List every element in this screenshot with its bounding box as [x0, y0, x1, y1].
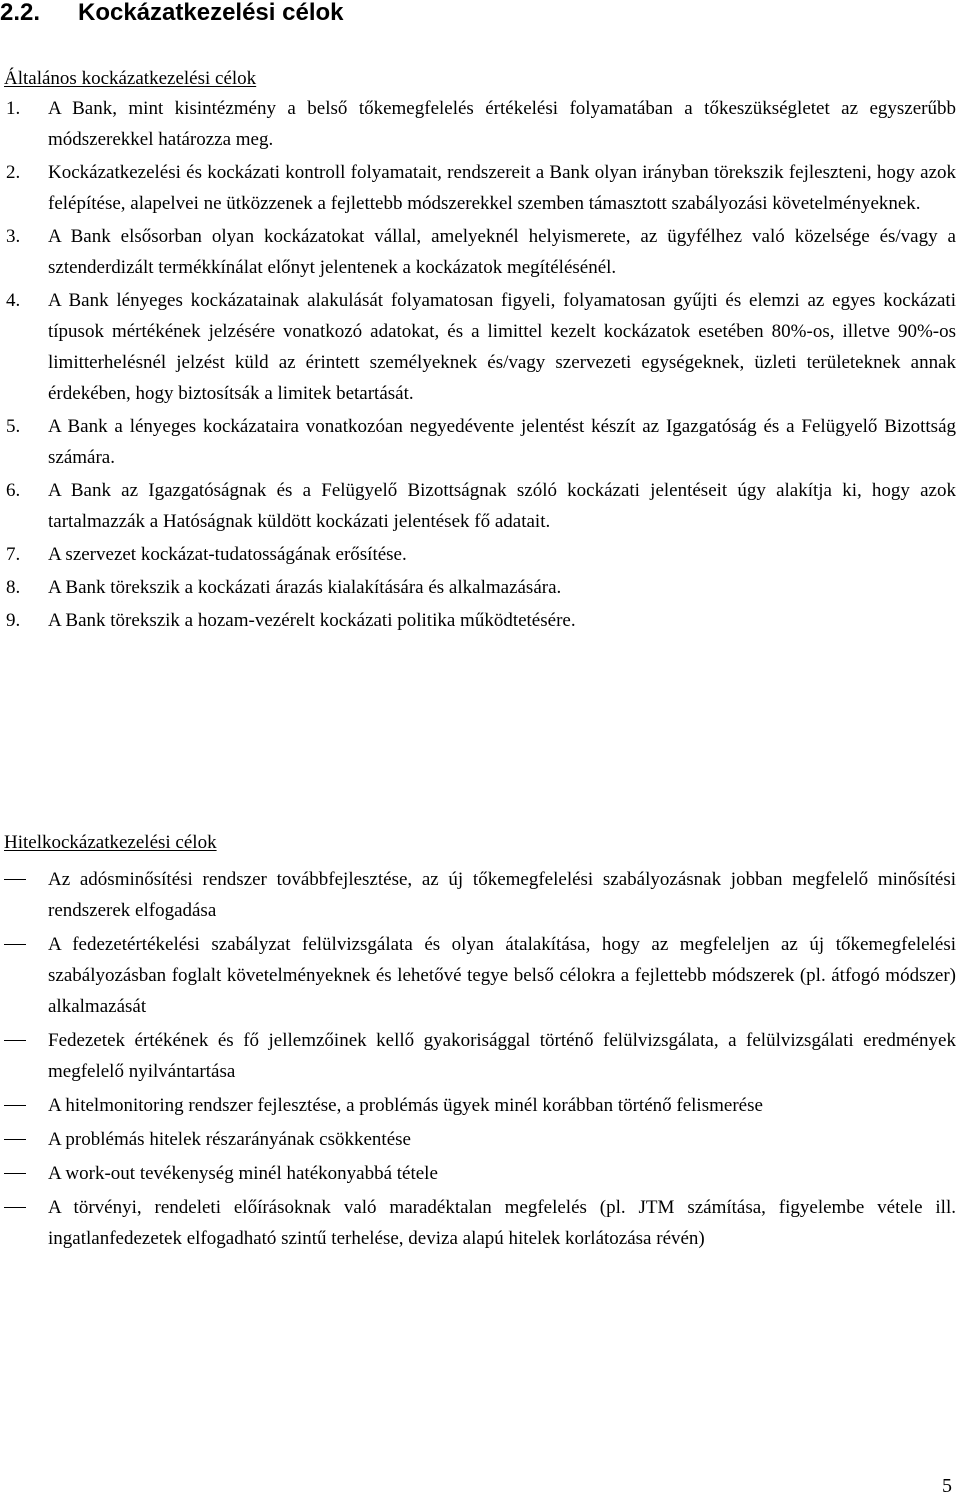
- dash-bullet-icon: [4, 1173, 26, 1174]
- list-item: [6, 285, 956, 409]
- section-heading: [0, 0, 960, 28]
- dash-bullet-icon: [4, 944, 26, 945]
- item-text: Kockázatkezelési és kockázati kontroll folyamatait, rendszereit a Bank olyan irányban törekszik fejleszteni, hogy azok felépítése, alapelvei ne ütközzenek a fejlettebb módszerekkel szemben támasztott szabályozási követelményeknek.: [48, 162, 956, 214]
- list-item: [6, 1158, 956, 1189]
- item-text: A work-out tevékenység minél hatékonyabbá tétele: [48, 1163, 438, 1184]
- dash-bullet-icon: [4, 879, 26, 880]
- item-text: Fedezetek értékének és fő jellemzőinek kellő gyakorisággal történő felülvizsgálata, a felülvizsgálati eredmények megfelelő nyilvántartása: [48, 1030, 956, 1082]
- list-item: [6, 93, 956, 155]
- item-text: A Bank törekszik a kockázati árazás kialakítására és alkalmazására.: [48, 577, 562, 598]
- item-text: A Bank elsősorban olyan kockázatokat vállal, amelyeknél helyismerete, az ügyfélhez való közelsége és/vagy a sztenderdizált termékkínálat előnyt jelentenek a kockázatok megítélésénél.: [48, 226, 956, 278]
- dash-bullet-icon: [4, 1139, 26, 1140]
- dash-bullet-icon: [4, 1105, 26, 1106]
- item-text: Az adósminősítési rendszer továbbfejlesztése, az új tőkemegfelelési szabályozásnak jobban megfelelő minősítési rendszerek elfogadása: [48, 869, 956, 921]
- item-number: 4.: [6, 290, 21, 311]
- list-item: [6, 572, 956, 603]
- credit-goals-list: [6, 864, 956, 1257]
- general-goals-heading: Általános kockázatkezelési célok: [4, 68, 257, 89]
- page-number: 5: [942, 1475, 952, 1497]
- item-number: 6.: [6, 480, 21, 501]
- list-item: [6, 539, 956, 570]
- dash-bullet-icon: [4, 1040, 26, 1041]
- item-text: A Bank lényeges kockázatainak alakulását folyamatosan figyeli, folyamatosan gyűjti és elemzi az egyes kockázati típusok mértékének jelzésére vonatkozó adatokat, és a limittel kezelt kockázatok esetében 80%-os, illetve 90%-os limitterhelésnél jelzést küld az érintett személyeknek és/vagy szervezeti egységeknek, üzleti területeknek annak érdekében, hogy biztosítsák a limitek betartását.: [48, 290, 956, 404]
- item-text: A szervezet kockázat-tudatosságának erősítése.: [48, 544, 407, 565]
- list-item: [6, 1025, 956, 1087]
- item-number: 1.: [6, 98, 21, 119]
- general-goals-list: [6, 93, 956, 638]
- list-item: [6, 1124, 956, 1155]
- item-number: 3.: [6, 226, 21, 247]
- credit-goals-heading: Hitelkockázatkezelési célok: [4, 832, 217, 853]
- item-number: 9.: [6, 610, 21, 631]
- list-item: [6, 929, 956, 1022]
- item-text: A törvényi, rendeleti előírásoknak való maradéktalan megfelelés (pl. JTM számítása, figyelembe vétele ill. ingatlanfedezetek elfogadható szintű terhelése, deviza alapú hitelek korlátozása révén): [48, 1197, 956, 1249]
- item-text: A fedezetértékelési szabályzat felülvizsgálata és olyan átalakítása, hogy az megfeleljen az új tőkemegfelelési szabályozásban foglalt követelményeknek és lehetővé tegye belső célokra a fejlettebb módszerek (pl. átfogó módszer) alkalmazását: [48, 934, 956, 1017]
- item-number: 5.: [6, 416, 21, 437]
- list-item: [6, 1090, 956, 1121]
- list-item: [6, 411, 956, 473]
- item-text: A Bank törekszik a hozam-vezérelt kockázati politika működtetésére.: [48, 610, 576, 631]
- item-text: A problémás hitelek részarányának csökkentése: [48, 1129, 411, 1150]
- dash-bullet-icon: [4, 1207, 26, 1208]
- item-number: 7.: [6, 544, 21, 565]
- item-text: A Bank, mint kisintézmény a belső tőkemegfelelés értékelési folyamatában a tőkeszükségletet az egyszerűbb módszerekkel határozza meg.: [48, 98, 956, 150]
- list-item: [6, 221, 956, 283]
- item-number: 8.: [6, 577, 21, 598]
- section-title: Kockázatkezelési célok: [78, 0, 344, 26]
- item-text: A hitelmonitoring rendszer fejlesztése, a problémás ügyek minél korábban történő felismerése: [48, 1095, 763, 1116]
- list-item: [6, 864, 956, 926]
- item-text: A Bank az Igazgatóságnak és a Felügyelő Bizottságnak szóló kockázati jelentéseit úgy alakítja ki, hogy azok tartalmazzák a Hatóságnak küldött kockázati jelentések fő adatait.: [48, 480, 956, 532]
- item-text: A Bank a lényeges kockázataira vonatkozóan negyedévente jelentést készít az Igazgatóság és a Felügyelő Bizottság számára.: [48, 416, 956, 468]
- section-number: 2.2.: [0, 0, 41, 26]
- list-item: [6, 1192, 956, 1254]
- item-number: 2.: [6, 162, 21, 183]
- list-item: [6, 475, 956, 537]
- list-item: [6, 605, 956, 636]
- list-item: [6, 157, 956, 219]
